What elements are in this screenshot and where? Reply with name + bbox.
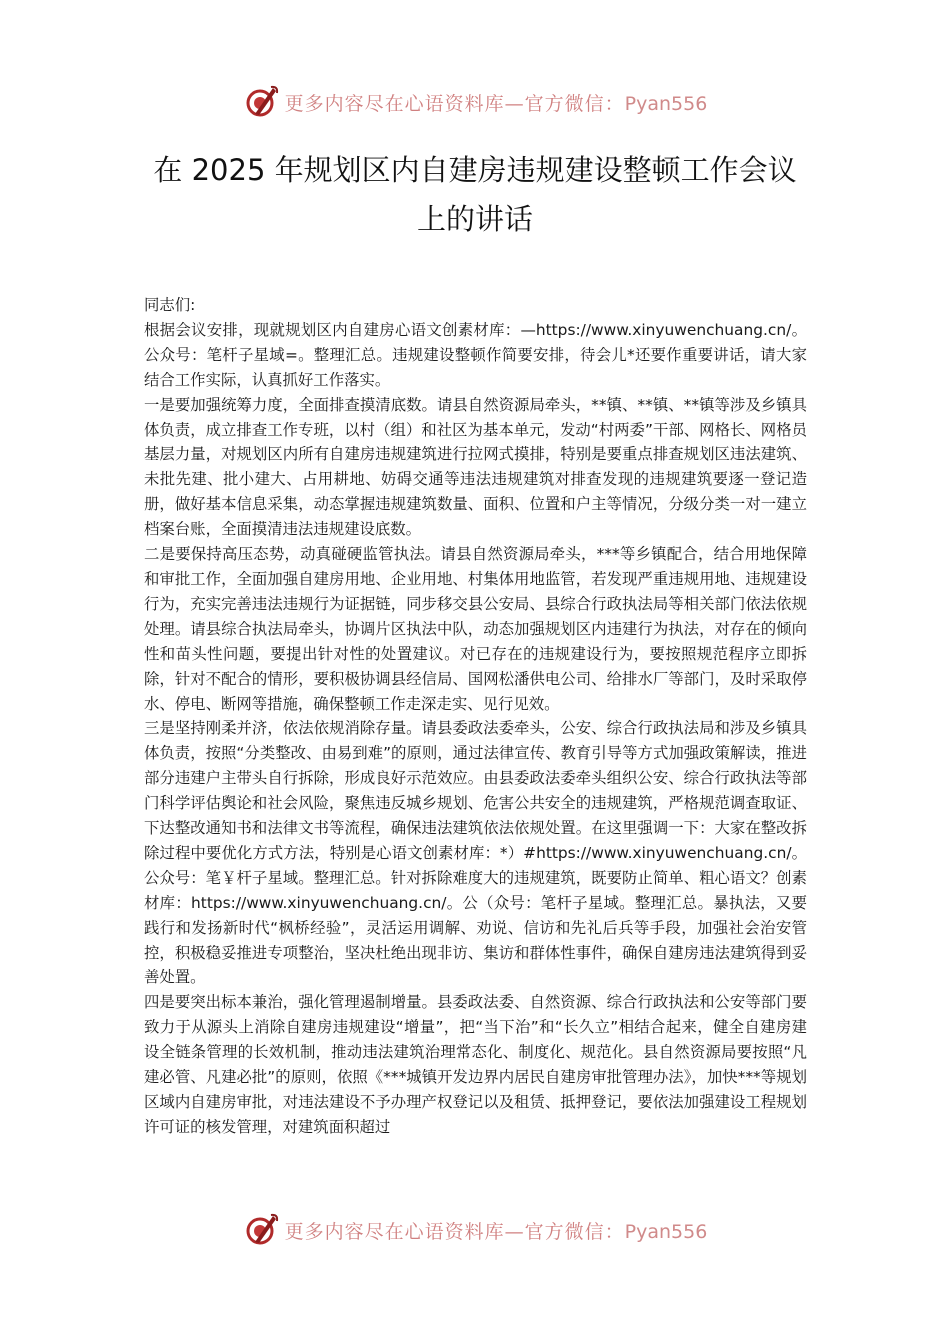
- paragraph-4: 四是要突出标本兼治，强化管理遏制增量。县委政法委、自然资源、综合行政执法和公安等部门要致力于从源头上消除自建房违规建设“增量”，把“当下治”和“长久立”相结合起来，健全自建房建设全链条管理的长效机制，推动违法建筑治理常态化、制度化、规范化。县自然资源局要按照“凡建必管、凡建必批”的原则，依照《***城镇开发边界内居民自建房审批管理办法》，加快***等规划区域内自建房审批，对违法建设不予办理产权登记以及租赁、抵押登记，要依法加强建设工程规划许可证的核发管理，对建筑面积超过: [144, 993, 807, 1136]
- document-title: 在 2025 年规划区内自建房违规建设整顿工作会议上的讲话: [153, 153, 797, 236]
- watermark-text: 更多内容尽在心语资料库—官方微信：Pyan556: [284, 1220, 708, 1243]
- paragraph-1: 一是要加强统筹力度，全面排查摸清底数。请县自然资源局牵头，**镇、**镇、**镇等涉及乡镇具体负责，成立排查工作专班，以村（组）和社区为基本单元，发动“村两委”干部、网格长、网格员基层力量，对规划区内所有自建房违规建筑进行拉网式摸排，特别是要重点排查规划区违法建筑、未批先建、批小建大、占用耕地、妨碍交通等违法违规建筑对排查发现的违规建筑要逐一登记造册，做好基本信息采集，动态掌握违规建筑数量、面积、位置和户主等情况，分级分类一对一建立档案台账，全面摸清违法违规建设底数。: [144, 395, 807, 539]
- paragraph-intro: 根据会议安排，现就规划区内自建房心语文创素材库：—https://www.xinyuwenchuang.cn/。公众号：笔杆子星域=。整理汇总。违规建设整顿作简要安排，待会儿*还要作重要讲话，请大家结合工作实际，认真抓好工作落实。: [144, 320, 807, 389]
- document-body: [144, 293, 807, 1140]
- salutation: 同志们:: [144, 296, 196, 314]
- paragraph-2: 二是要保持高压态势，动真碰硬监管执法。请县自然资源局牵头，***等乡镇配合，结合用地保障和审批工作，全面加强自建房用地、企业用地、村集体用地监管，若发现严重违规用地、违规建设行为，充实完善违法违规行为证据链，同步移交县公安局、县综合行政执法局等相关部门依法依规处理。请县综合执法局牵头，协调片区执法中队，动态加强规划区内违建行为执法，对存在的倾向性和苗头性问题，要提出针对性的处置建议。对已存在的违规建设行为，要按照规范程序立即拆除，针对不配合的情形，要积极协调县经信局、国网松潘供电公司、给排水厂等部门，及时采取停水、停电、断网等措施，确保整顿工作走深走实、见行见效。: [144, 545, 807, 713]
- watermark-banner-top: [0, 80, 950, 124]
- quill-logo-icon: [243, 1212, 279, 1248]
- quill-logo-icon: [243, 84, 279, 120]
- watermark-banner-bottom: [0, 1208, 950, 1252]
- paragraph-3: 三是坚持刚柔并济，依法依规消除存量。请县委政法委牵头，公安、综合行政执法局和涉及乡镇具体负责，按照“分类整改、由易到难”的原则，通过法律宣传、教育引导等方式加强政策解读，推进部分违建户主带头自行拆除，形成良好示范效应。由县委政法委牵头组织公安、综合行政执法等部门科学评估舆论和社会风险，聚焦违反城乡规划、危害公共安全的违规建筑，严格规范调查取证、下达整改通知书和法律文书等流程，确保违法建筑依法依规处置。在这里强调一下：大家在整改拆除过程中要优化方式方法，特别是心语文创素材库：*）#https://www.xinyuwenchuang.cn/。公众号：笔￥杆子星域。整理汇总。针对拆除难度大的违规建筑，既要防止简单、粗心语文？创素材库：https://www.xinyuwenchuang.cn/。公（众号：笔杆子星域。整理汇总。暴执法，又要践行和发扬新时代“枫桥经验”，灵活运用调解、劝说、信访和先礼后兵等手段，加强社会治安管控，积极稳妥推进专项整治，坚决杜绝出现非访、集访和群体性事件，确保自建房违法建筑得到妥善处置。: [144, 719, 807, 987]
- watermark-text: 更多内容尽在心语资料库—官方微信：Pyan556: [284, 92, 708, 115]
